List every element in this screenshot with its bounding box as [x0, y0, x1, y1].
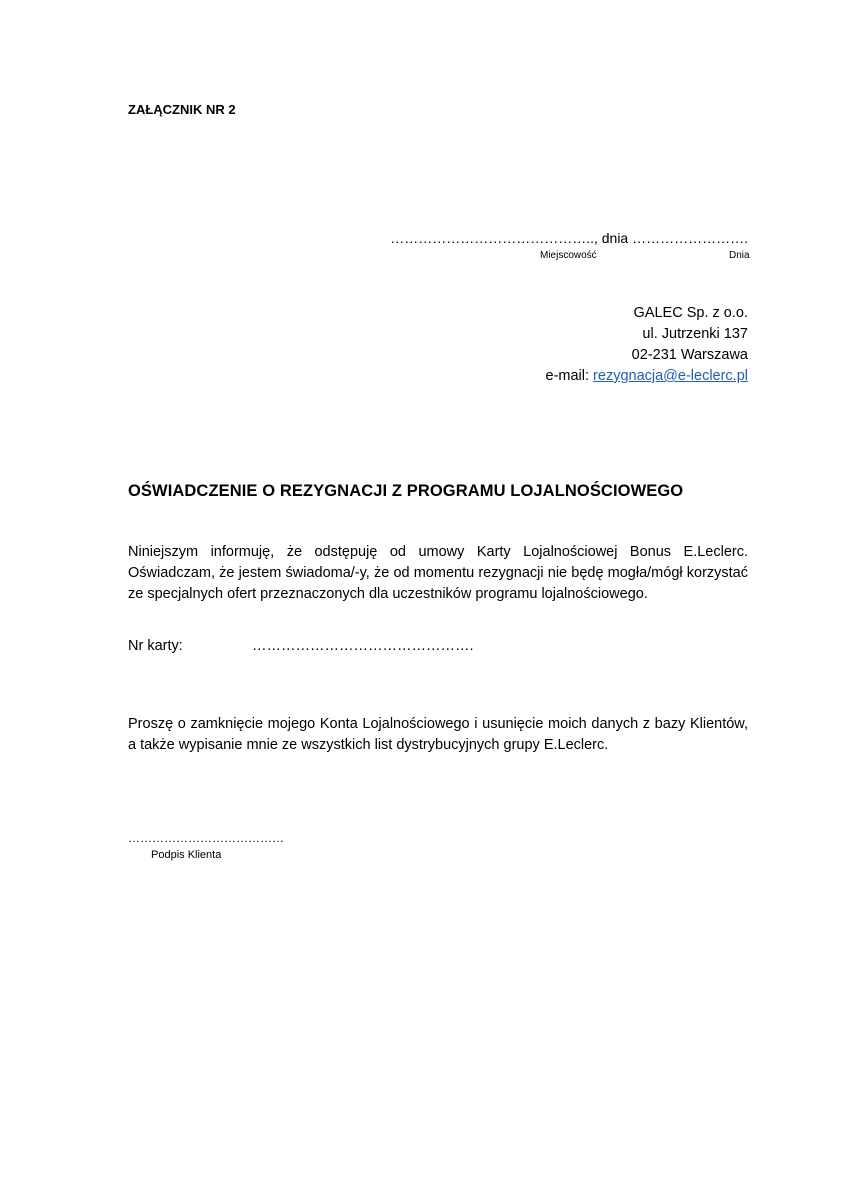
- addressee-block: [546, 303, 749, 387]
- addressee-company: GALEC Sp. z o.o.: [633, 305, 748, 321]
- addressee-email-line: [546, 366, 749, 387]
- email-prefix: e-mail:: [545, 368, 594, 384]
- statement-paragraph-2: Proszę o zamknięcie mojego Konta Lojalnościowego i usunięcie moich danych z bazy Klientów, a także wypisanie mnie ze wszystkich list dystrybucyjnych grupy E.Leclerc.: [128, 716, 748, 753]
- statement-paragraph-1: Niniejszym informuję, że odstępuję od umowy Karty Lojalnościowej Bonus E.Leclerc. Oświadczam, że jestem świadoma/-y, że od momentu rezygnacji nie będę mogła/mógł korzystać ze specjalnych ofert przeznaczonych dla uczestników programu lojalnościowego.: [128, 544, 748, 602]
- date-caption: Dnia: [729, 250, 750, 261]
- addressee-city: 02-231 Warszawa: [631, 347, 748, 363]
- signature-line: …………………………………: [128, 831, 284, 845]
- card-number-label: Nr karty:: [128, 638, 183, 654]
- statement-title: OŚWIADCZENIE O REZYGNACJI Z PROGRAMU LOJALNOŚCIOWEGO: [128, 482, 684, 500]
- card-number-field: ……………………………………….: [252, 638, 474, 654]
- place-caption: Miejscowość: [540, 250, 597, 261]
- place-date-field: …………………………………….., dnia …………………….: [390, 230, 748, 246]
- addressee-street: ul. Jutrzenki 137: [642, 326, 748, 342]
- signature-caption: Podpis Klienta: [151, 849, 222, 861]
- email-link[interactable]: rezygnacja@e-leclerc.pl: [593, 368, 748, 384]
- annex-heading: ZAŁĄCZNIK NR 2: [128, 102, 236, 117]
